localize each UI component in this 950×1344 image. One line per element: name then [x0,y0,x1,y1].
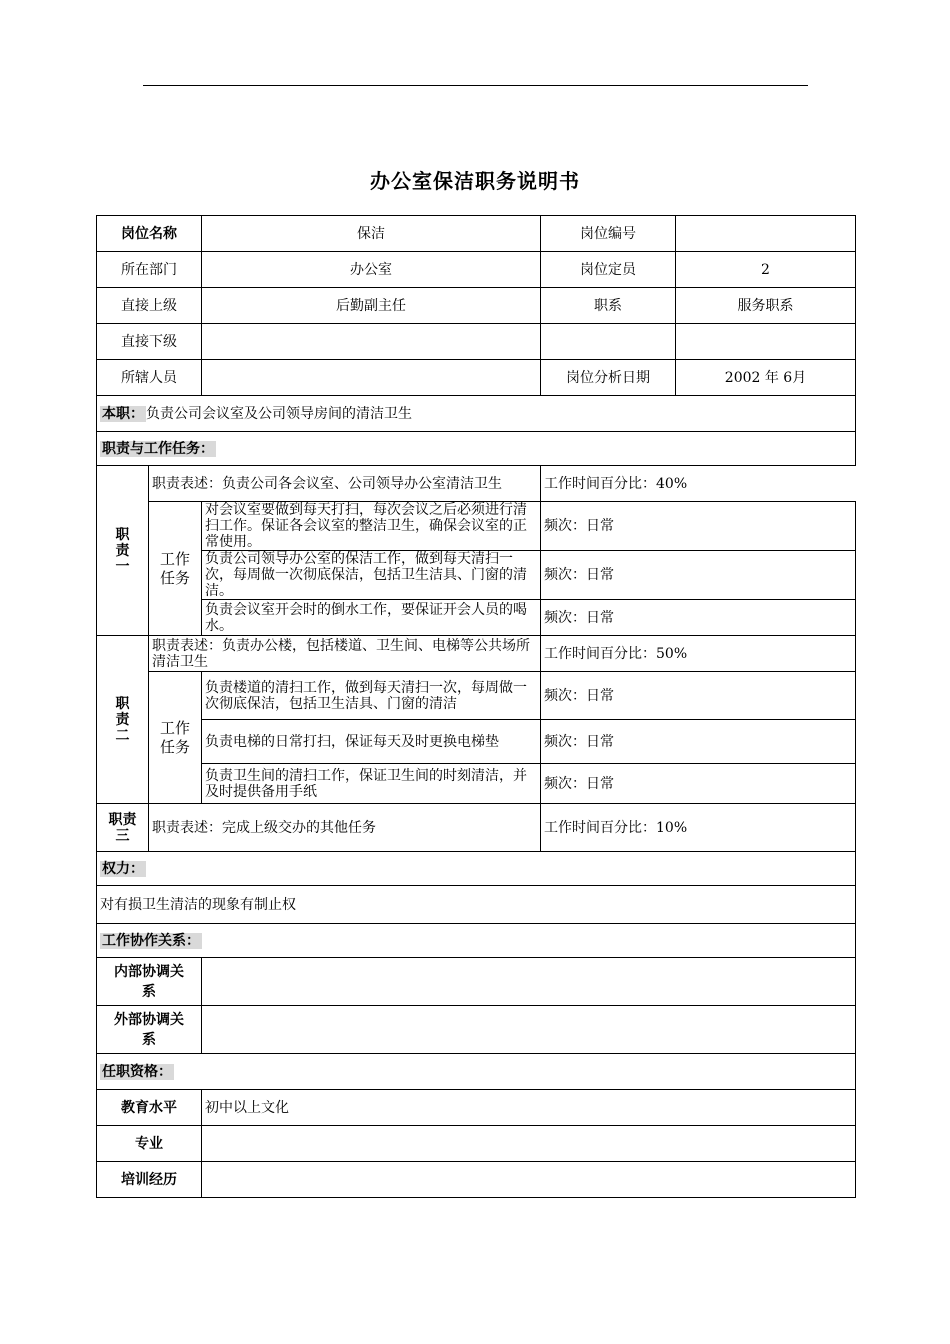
label-staff: 所辖人员 [97,360,202,396]
duty2-task-label: 工作 任务 [149,672,202,804]
duty2-task-2-freq: 频次：日常 [541,720,856,764]
value-staff [202,360,541,396]
duty2-percent: 工作时间百分比：50% [541,636,856,672]
value-superior: 后勤副主任 [202,288,541,324]
qualifications-label: 任职资格： [102,1063,172,1080]
duty3-label: 职责 三 [97,804,149,852]
value-subordinate-extra2 [676,324,856,360]
document-title: 办公室保洁职务说明书 [370,169,580,193]
duty2-task-3-freq: 频次：日常 [541,764,856,804]
internal-relations-label: 内部协调关 系 [97,958,202,1006]
value-position-code [676,216,856,252]
label-position-name: 岗位名称 [97,216,202,252]
relations-header-row [97,924,856,958]
label-analysis-date: 岗位分析日期 [541,360,676,396]
label-series: 职系 [541,288,676,324]
duty2-task-1-freq: 频次：日常 [541,672,856,720]
duties-header-row [97,432,856,466]
duty2-task-3: 负责卫生间的清扫工作，保证卫生间的时刻清洁，并及时提供备用手纸 [202,764,541,804]
duty1-task-3-freq: 频次：日常 [541,600,856,636]
duty1-task-2-freq: 频次：日常 [541,551,856,600]
value-subordinate [202,324,541,360]
value-position-name: 保洁 [202,216,541,252]
training-value [202,1162,856,1198]
qualifications-header-row [97,1054,856,1090]
duty3-percent: 工作时间百分比：10% [541,804,856,852]
relations-label: 工作协作关系： [102,932,200,949]
training-label: 培训经历 [97,1162,202,1198]
value-analysis-date: 2002 年 6月 [676,360,856,396]
main-duty-text: 负责公司会议室及公司领导房间的清洁卫生 [146,405,412,422]
job-description-table [96,215,856,1198]
label-superior: 直接上级 [97,288,202,324]
header-rule [143,85,808,86]
value-series: 服务职系 [676,288,856,324]
duty1-task-3: 负责会议室开会时的倒水工作，要保证开会人员的喝水。 [202,600,541,636]
main-duty-label: 本职： [102,405,144,422]
duty2-description: 职责表述：负责办公楼，包括楼道、卫生间、电梯等公共场所清洁卫生 [149,636,541,672]
education-label: 教育水平 [97,1090,202,1126]
duty1-task-1: 对会议室要做到每天打扫，每次会议之后必须进行清扫工作。保证各会议室的整洁卫生，确保会议室的正常使用。 [202,502,541,551]
major-value [202,1126,856,1162]
duties-header: 职责与工作任务： [102,440,214,457]
duty1-task-2: 负责公司领导办公室的保洁工作，做到每天清扫一次，每周做一次彻底保洁，包括卫生洁具、门窗的清洁。 [202,551,541,600]
duty1-description: 职责表述：负责公司各会议室、公司领导办公室清洁卫生 [149,466,541,502]
label-subordinate: 直接下级 [97,324,202,360]
external-relations-value [202,1006,856,1054]
power-text: 对有损卫生清洁的现象有制止权 [97,886,856,924]
value-quota: 2 [676,252,856,288]
internal-relations-value [202,958,856,1006]
major-label: 专业 [97,1126,202,1162]
duty1-label: 职 责 一 [97,466,149,636]
label-quota: 岗位定员 [541,252,676,288]
duty1-percent-text: 工作时间百分比：40% [544,475,688,492]
label-department: 所在部门 [97,252,202,288]
power-header-row [97,852,856,886]
duty1-task-1-freq: 频次：日常 [541,502,856,551]
value-department: 办公室 [202,252,541,288]
duty3-description: 职责表述：完成上级交办的其他任务 [149,804,541,852]
duty2-task-1: 负责楼道的清扫工作，做到每天清扫一次，每周做一次彻底保洁，包括卫生洁具、门窗的清洁 [202,672,541,720]
label-position-code: 岗位编号 [541,216,676,252]
duty2-task-2: 负责电梯的日常打扫，保证每天及时更换电梯垫 [202,720,541,764]
value-subordinate-extra [541,324,676,360]
duty2-label: 职 责 二 [97,636,149,804]
duty1-task-label: 工作 任务 [149,502,202,636]
main-duty-row [97,396,856,432]
duty1-percent [541,466,856,502]
education-value: 初中以上文化 [202,1090,856,1126]
power-label: 权力： [102,860,144,877]
external-relations-label: 外部协调关 系 [97,1006,202,1054]
